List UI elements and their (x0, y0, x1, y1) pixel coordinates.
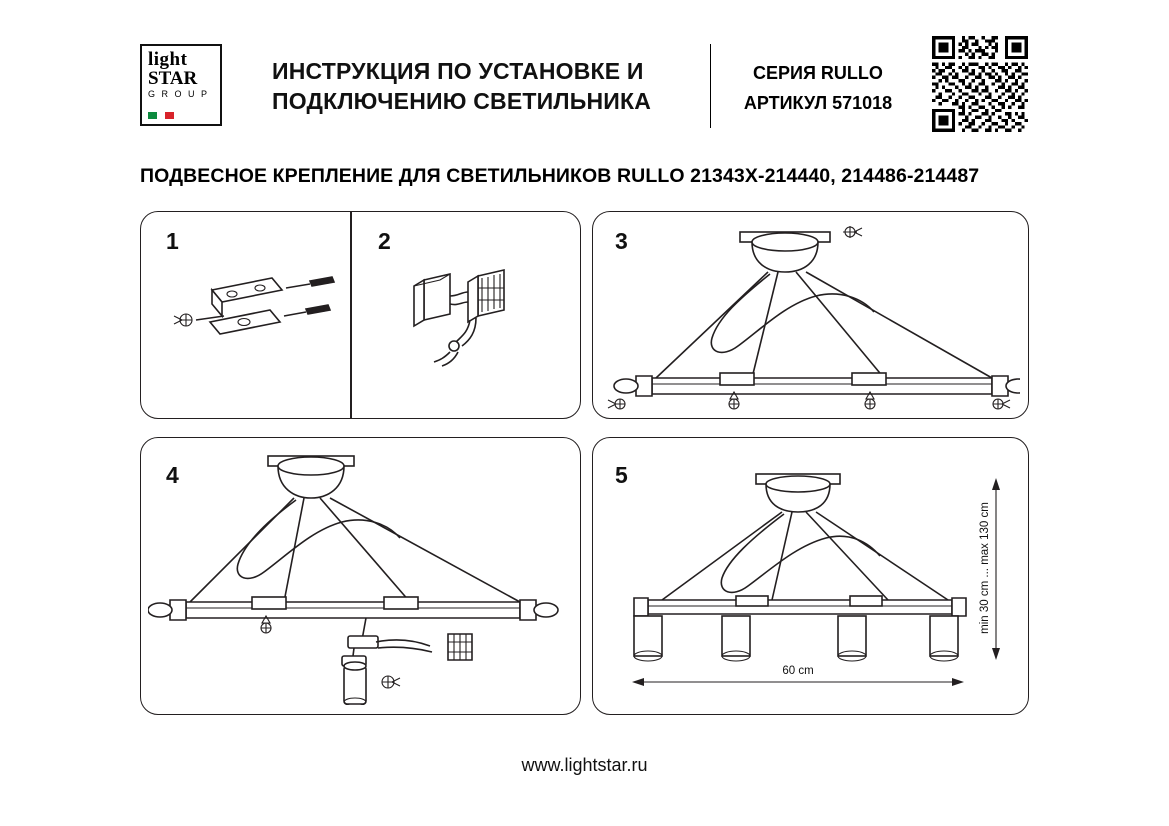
step-number-3: 3 (615, 228, 628, 254)
step-number-4: 4 (166, 462, 179, 488)
series-label: СЕРИЯ RULLO (753, 63, 883, 83)
step-5-illustration (600, 460, 1020, 710)
italian-flag-icon (148, 112, 174, 119)
footer-website[interactable]: www.lightstar.ru (521, 755, 648, 775)
page-title: ИНСТРУКЦИЯ ПО УСТАНОВКЕ И ПОДКЛЮЧЕНИЮ СВЕТИЛЬНИКА (272, 58, 652, 114)
qr-code-icon (932, 36, 1028, 132)
brand-line-2: STAR (148, 68, 198, 89)
article-label: АРТИКУЛ 571018 (743, 93, 893, 113)
step-number-1: 1 (166, 228, 179, 254)
brand-line-3: G R O U P (148, 89, 210, 99)
step-4-illustration (148, 450, 568, 705)
section-subtitle: ПОДВЕСНОЕ КРЕПЛЕНИЕ ДЛЯ СВЕТИЛЬНИКОВ RULLO 21343X-214440, 214486-214487 (140, 165, 980, 187)
step-2-illustration (400, 262, 550, 382)
step-3-illustration (600, 218, 1020, 413)
header-meta (718, 58, 918, 118)
width-dimension-label: 60 cm (782, 665, 814, 677)
step-number-5: 5 (615, 462, 628, 488)
brand-line-1: light (148, 49, 188, 70)
height-dimension-label: min 30 cm ... max 130 cm (979, 502, 991, 634)
step-number-2: 2 (378, 228, 391, 254)
step-1-illustration (160, 260, 350, 380)
brand-logo (140, 44, 222, 126)
panel-divider (350, 211, 352, 419)
header-divider (710, 44, 711, 128)
